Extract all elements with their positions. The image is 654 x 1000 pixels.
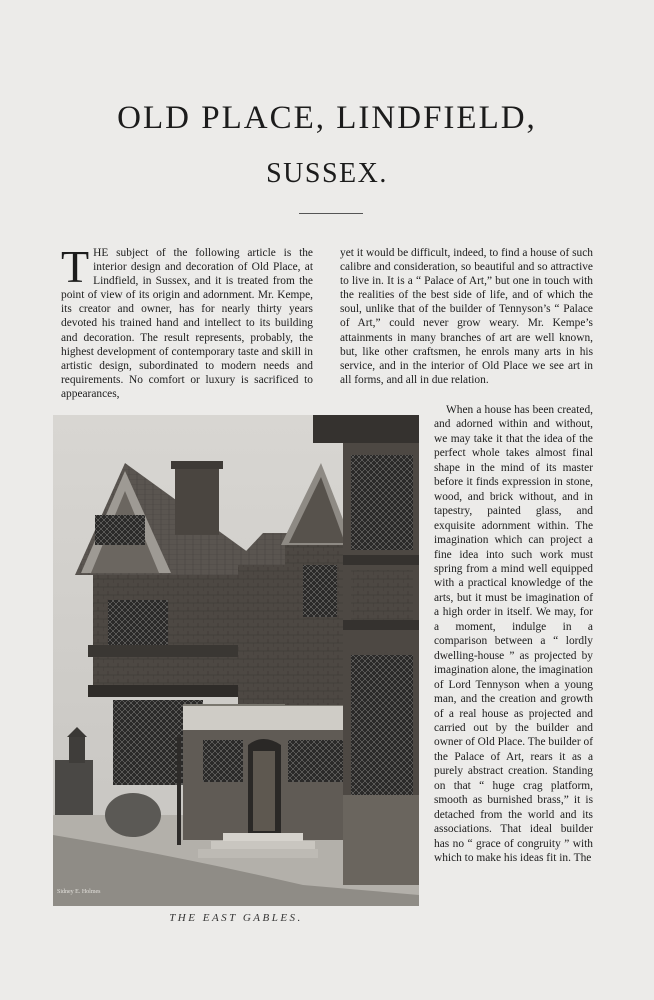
east-gables-photo [53,415,419,906]
title-divider [299,213,363,214]
right-column-text: yet it would be difficult, indeed, to find a house of such calibre and consideration, so beautiful and so attractive to live in. It is a “ Palace of Art,” but one in touch with the realities of the best side of life, and of which the soul, unlike that of the builder of Tennyson’s “ Palace of Art,” could never grow weary. Mr. Kempe’s attainments in many branches of art are well known, but, like other craftsmen, he enrols many arts in his service, and in the interior of Old Place we see art in all forms, and all in due relation. [340,247,593,386]
narrow-column-text: When a house has been created, and adorned within and without, we may take it that the idea of the perfect whole takes almost final shape in the mind of its master before it finds expression in stone, wood, and brick without, and in tapestry, painted glass, and exquisite adornment within. The imagination which can project a fine idea into such work must spring from a mind well equipped with a practical knowledge of the arts, but it must be imagination of a high order in itself. We may, for a moment, indulge in a comparison between a “ lordly dwelling-house ” as projected by imagination alone, the imagination of Lord Tennyson when a young man, and the creation and growth of a real house as projected and carried out by the builder and owner of Old Place. The builder of the Palace of Art, rears it as a purely abstract creation. Standing on that “ huge crag platform, smooth as burnished brass,” it is detached from the world and its associations. That ideal builder has no “ grace of congruity ” with which to make his ideas fit in. The [434,404,593,865]
text-column-right [340,246,593,387]
text-column-narrow [434,403,593,866]
text-column-left [61,241,313,401]
article-title: OLD PLACE, LINDFIELD, [117,100,537,136]
photo-credit: Sidney E. Holmes [57,889,101,895]
left-column-text: HE subject of the following article is the interior design and decoration of Old Place, at Lindfield, in Sussex, and it is treated from the point of view of its origin and adornment. Mr. Kempe, its creator and owner, has for nearly thirty years devoted his trained hand and intellect to its building and decoration. The result represents, probably, the highest development of contemporary taste and skill in artistic design, subordinated to modern needs and requirements. No comfort or luxury is sacrificed to appearances, [61,247,313,400]
article-subtitle: SUSSEX. [266,158,388,189]
photo-caption: THE EAST GABLES. [169,912,303,924]
drop-cap: T [61,241,90,292]
